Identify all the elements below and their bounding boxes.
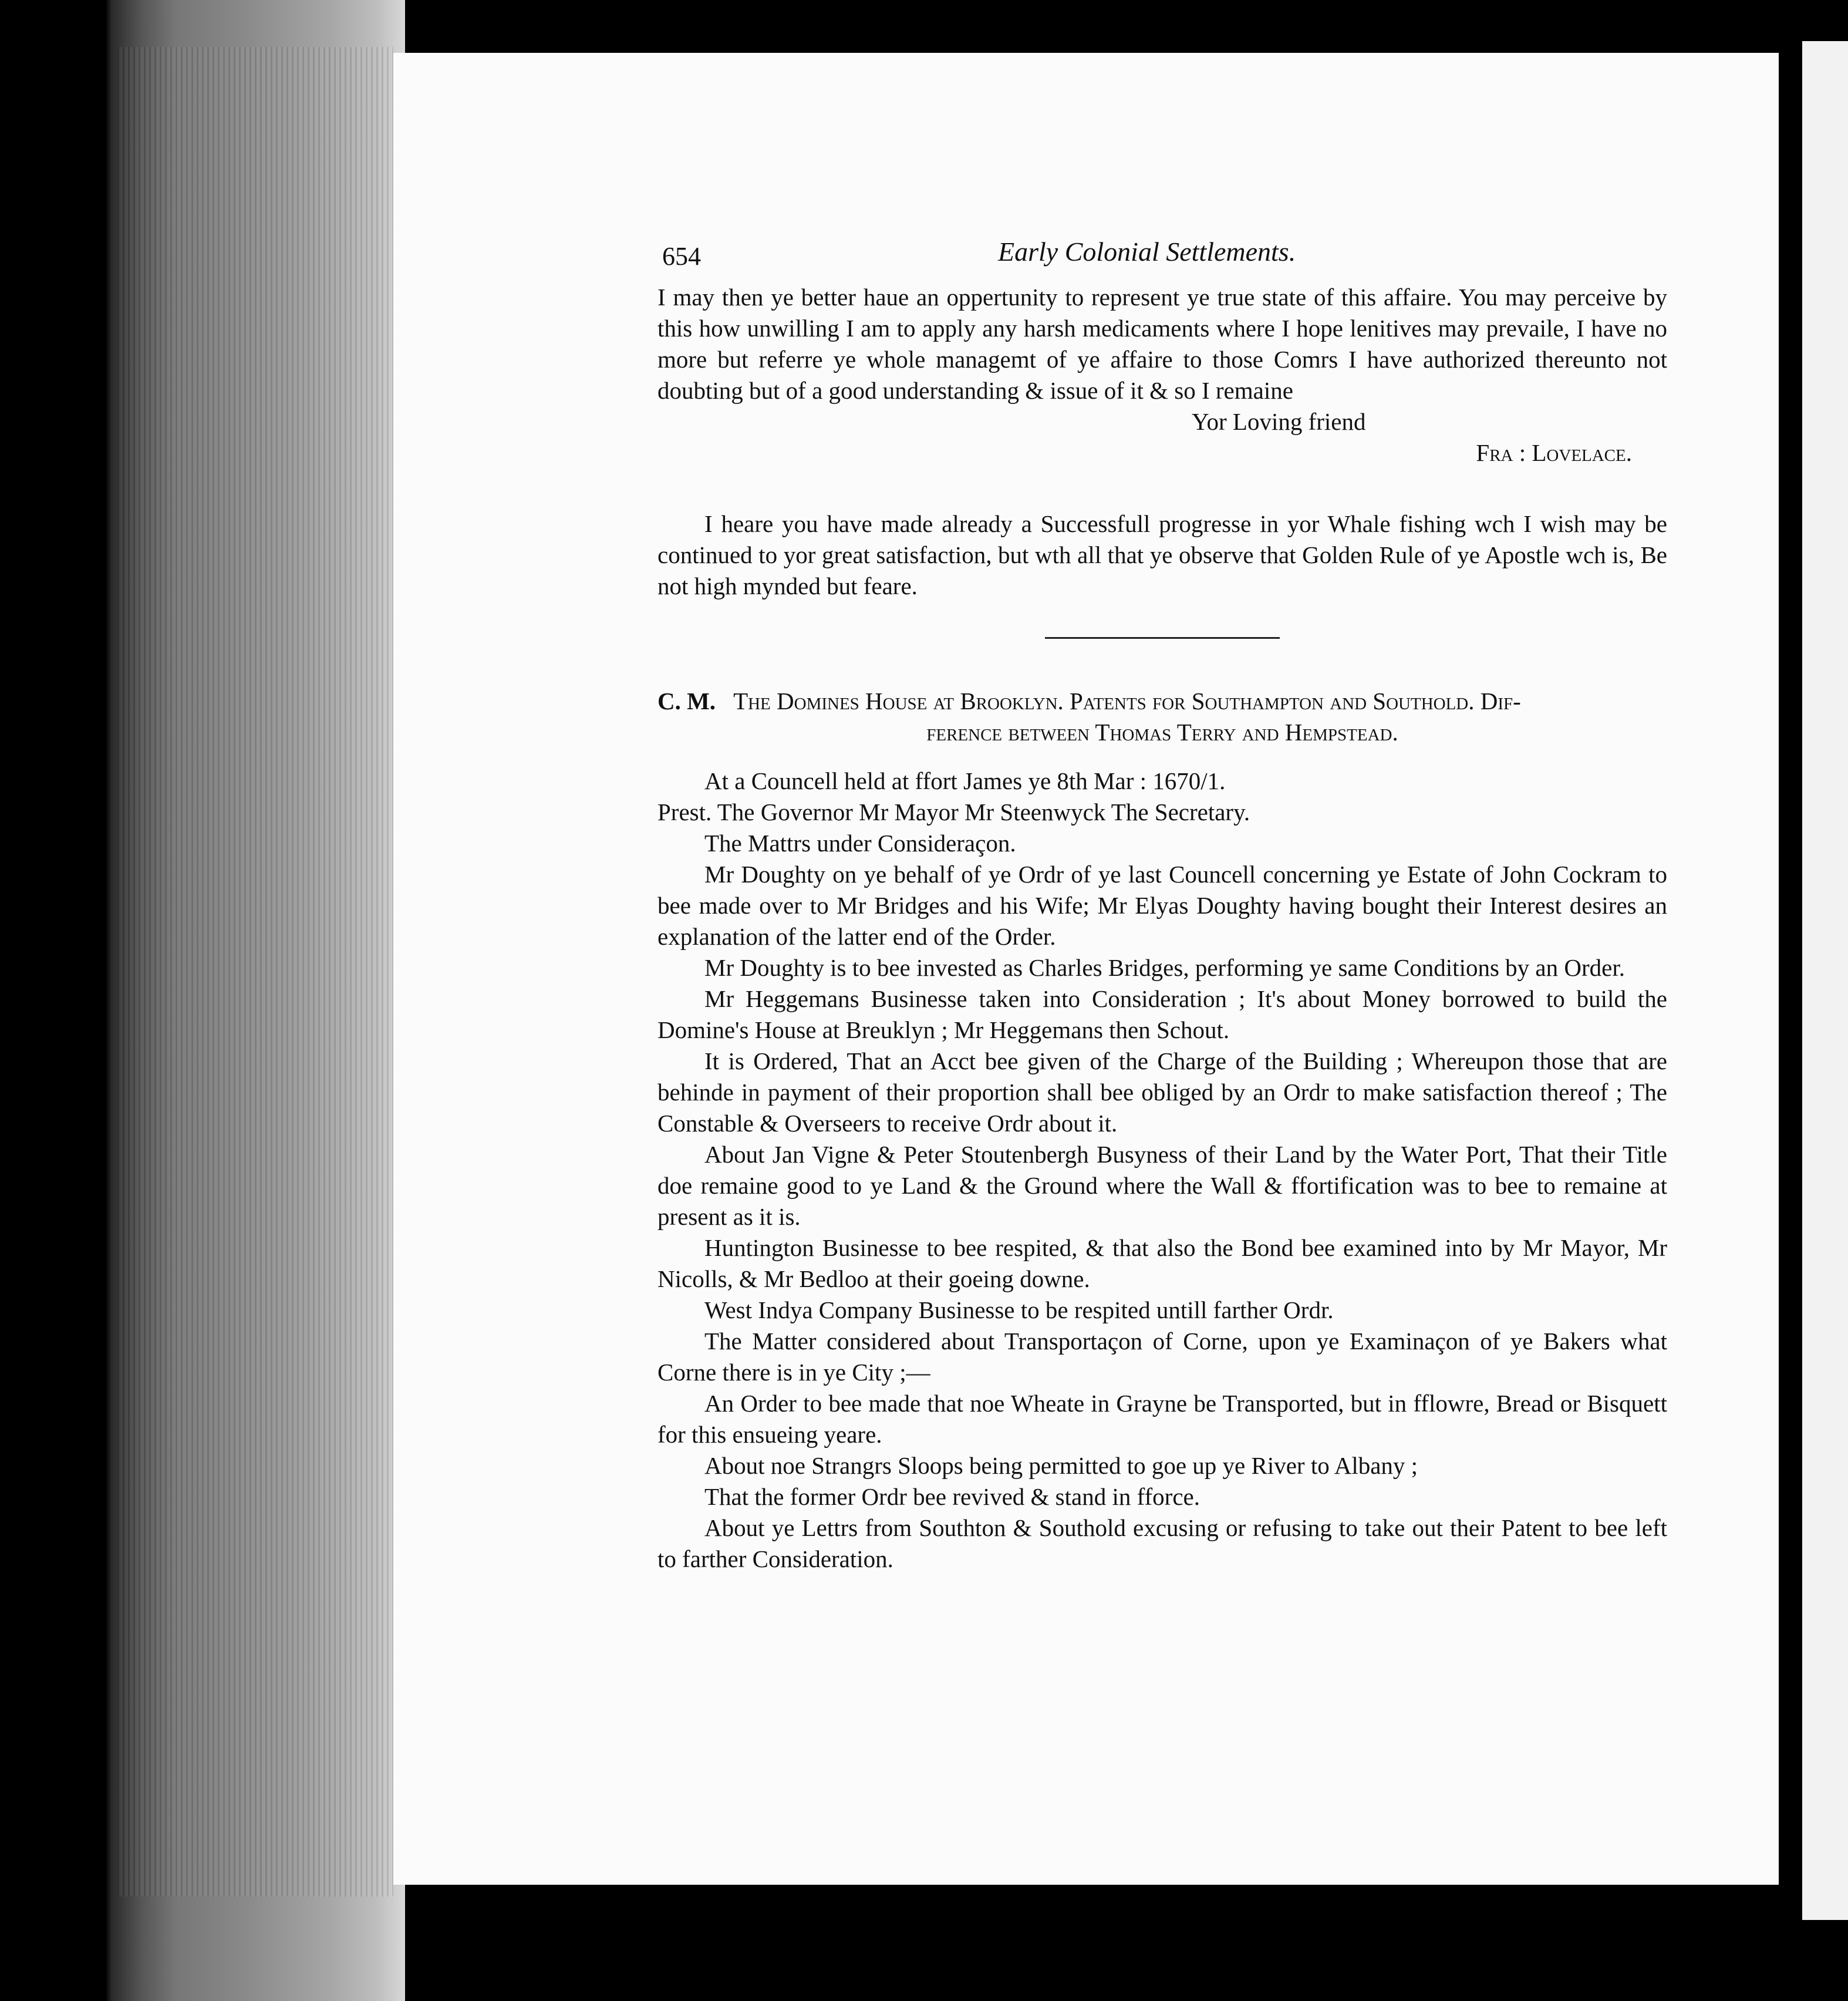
letter-closing: Yor Loving friend — [1192, 408, 1366, 435]
running-head: Early Colonial Settlements. — [998, 237, 1296, 267]
section-label: C. M. — [657, 688, 716, 715]
minutes-paragraph: Huntington Businesse to bee respited, & that also the Bond bee examined into by Mr Mayor, Mr Nicolls, & Mr Bedloo at their goeing downe. — [657, 1234, 1667, 1292]
minutes-paragraph: At a Councell held at ffort James ye 8th Mar : 1670/1. — [704, 767, 1226, 794]
minutes-paragraph: An Order to bee made that noe Wheate in Grayne be Transported, but in fflowre, Bread or Bisquett for this ensueing yeare. — [657, 1390, 1667, 1448]
page-edges — [117, 47, 393, 1896]
minutes-paragraph: About Jan Vigne & Peter Stoutenbergh Busyness of their Land by the Water Port, That their Title doe remaine good to ye Land & the Ground where the Wall & ffortification was to bee to remaine at present as it is. — [657, 1141, 1667, 1230]
section-heading-line2: ference between Thomas Terry and Hempstead. — [926, 719, 1398, 746]
section-heading-line1: The Domines House at Brooklyn. Patents for Southampton and Southold. Dif- — [733, 688, 1521, 715]
minutes-paragraph: Mr Doughty is to bee invested as Charles Bridges, performing ye same Conditions by an Order. — [704, 954, 1625, 981]
spacer — [657, 469, 1667, 508]
minutes-paragraph: West Indya Company Businesse to be respited untill farther Ordr. — [704, 1296, 1334, 1323]
postscript: I heare you have made already a Successfull progresse in yor Whale fishing wch I wish may be continued to yor great satisfaction, but wth all that ye observe that Golden Rule of ye Apostle wch is, Be not high mynded but feare. — [657, 510, 1667, 599]
letter-signature: Fra : Lovelace. — [1476, 439, 1632, 466]
minutes-paragraph: It is Ordered, That an Acct bee given of the Charge of the Building ; Whereupon those that are behinde in payment of their proportion shall bee obliged by an Ordr to make satisfaction thereof ; The Constable & Overseers to receive Ordr about it. — [657, 1047, 1667, 1137]
page-text — [657, 237, 1667, 1575]
minutes-paragraph: Mr Doughty on ye behalf of ye Ordr of ye last Councell concerning ye Estate of John Cockram to bee made over to Mr Bridges and his Wife; Mr Elyas Doughty having bought their Interest desires an explanation of the latter end of the Order. — [657, 861, 1667, 950]
facing-page-edge — [1802, 41, 1848, 1920]
minutes-paragraph: Prest. The Governor Mr Mayor Mr Steenwyck The Secretary. — [657, 799, 1250, 826]
minutes-paragraph: About noe Strangrs Sloops being permitted to goe up ye River to Albany ; — [704, 1452, 1418, 1479]
minutes-paragraph: The Mattrs under Consideraçon. — [704, 830, 1016, 857]
section-heading — [657, 686, 1667, 717]
page-header — [657, 237, 1667, 282]
page-number: 654 — [662, 242, 701, 271]
section-divider — [1045, 637, 1280, 639]
minutes-paragraph: The Matter considered about Transportaçon of Corne, upon ye Examinaçon of ye Bakers what Corne there is in ye City ;— — [657, 1328, 1667, 1386]
minutes-paragraph: About ye Lettrs from Southton & Southold excusing or refusing to take out their Patent to bee left to farther Consideration. — [657, 1514, 1667, 1572]
minutes-paragraph: Mr Heggemans Businesse taken into Consideration ; It's about Money borrowed to build the Domine's House at Breuklyn ; Mr Heggemans then Schout. — [657, 985, 1667, 1043]
letter-paragraph: I may then ye better haue an oppertunity to represent ye true state of this affaire. You may perceive by this how unwilling I am to apply any harsh medicaments where I hope lenitives may prevaile, I have no more but referre ye whole managemt of ye affaire to those Comrs I have authorized thereunto not doubting but of a good understanding & issue of it & so I remaine — [657, 284, 1667, 404]
minutes-paragraph: That the former Ordr bee revived & stand in fforce. — [704, 1483, 1200, 1510]
